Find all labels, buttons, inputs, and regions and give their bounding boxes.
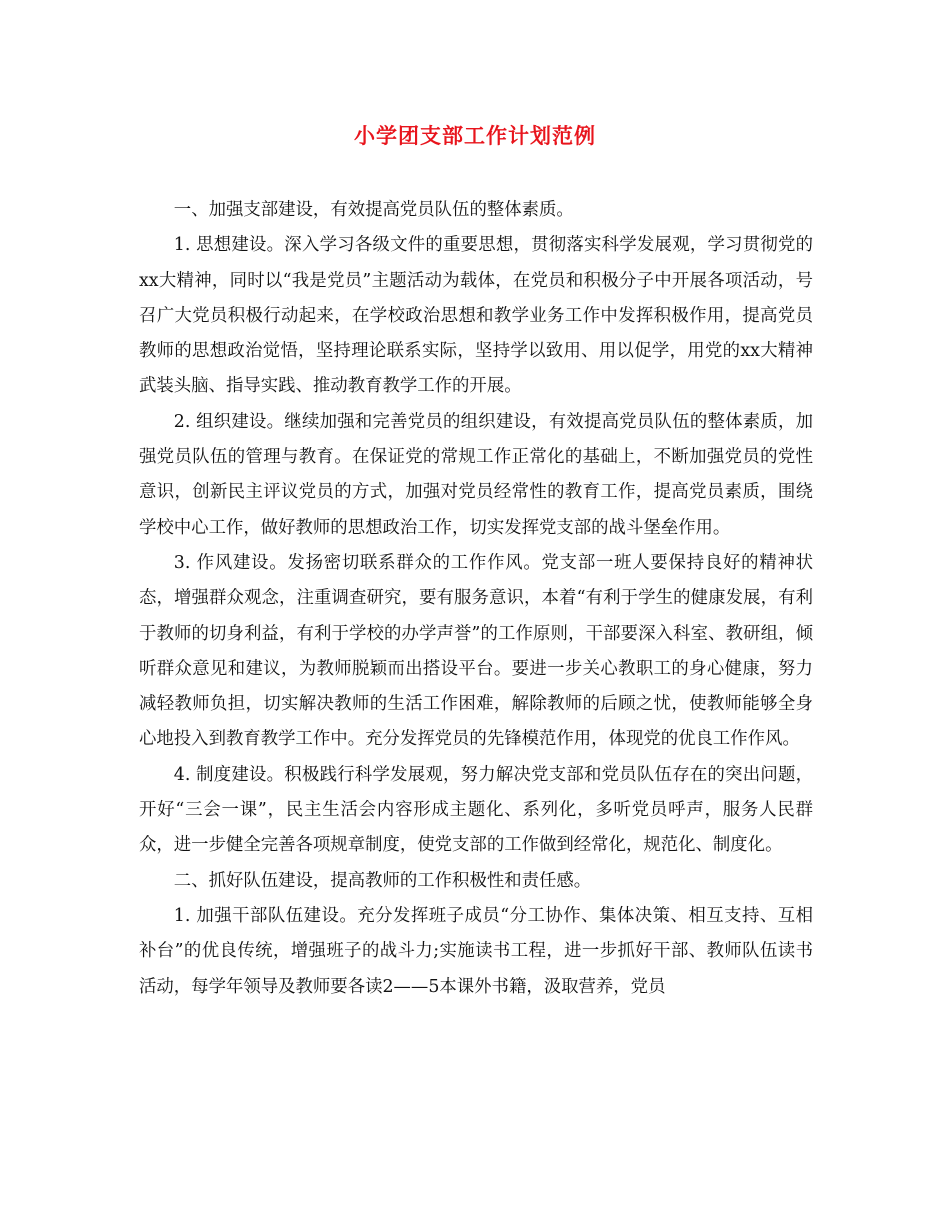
document-title: 小学团支部工作计划范例 [354, 123, 596, 148]
paragraph-system: 4. 制度建设。积极践行科学发展观，努力解决党支部和党员队伍存在的突出问题，开好“三会一课”，民主生活会内容形成主题化、系列化，多听党员呼声，服务人民群众，进一步健全完善各项规章制度，使党支部的工作做到经常化，规范化、制度化。 [139, 764, 813, 856]
section-heading-2: 二、抓好队伍建设，提高教师的工作积极性和责任感。 [173, 870, 592, 891]
paragraph-organizational: 2. 组织建设。继续加强和完善党员的组织建设，有效提高党员队伍的整体素质，加强党员队伍的管理与教育。在保证党的常规工作正常化的基础上，不断加强党员的党性意识，创新民主评议党员的方式，加强对党员经常性的教育工作，提高党员素质，围绕学校中心工作，做好教师的思想政治工作，切实发挥党支部的战斗堡垒作用。 [139, 411, 813, 538]
paragraph-style: 3. 作风建设。发扬密切联系群众的工作作风。党支部一班人要保持良好的精神状态，增强群众观念，注重调查研究，要有服务意识，本着“有利于学生的健康发展，有利于教师的切身利益，有利于学校的办学声誉”的工作原则，干部要深入科室、教研组，倾听群众意见和建议，为教师脱颖而出搭设平台。要进一步关心教职工的身心健康，努力减轻教师负担，切实解决教师的生活工作困难，解除教师的后顾之忧，使教师能够全身心地投入到教育教学工作中。充分发挥党员的先锋模范作用，体现党的优良工作作风。 [139, 552, 813, 750]
paragraph-cadre: 1. 加强干部队伍建设。充分发挥班子成员“分工协作、集体决策、相互支持、互相补台”的优良传统，增强班子的战斗力;实施读书工程，进一步抓好干部、教师队伍读书活动，每学年领导及教师要各读2——5本课外书籍，汲取营养，党员 [139, 905, 813, 997]
section-heading-1: 一、加强支部建设，有效提高党员队伍的整体素质。 [173, 200, 574, 220]
paragraph-ideological: 1. 思想建设。深入学习各级文件的重要思想，贯彻落实科学发展观，学习贯彻党的xx大精神，同时以“我是党员”主题活动为载体，在党员和积极分子中开展各项活动，号召广大党员积极行动起来，在学校政治思想和教学业务工作中发挥积极作用，提高党员教师的思想政治觉悟，坚持理论联系实际，坚持学以致用、用以促学，用党的xx大精神武装头脑、指导实践、推动教育教学工作的开展。 [139, 235, 813, 397]
document-body [139, 193, 813, 1005]
